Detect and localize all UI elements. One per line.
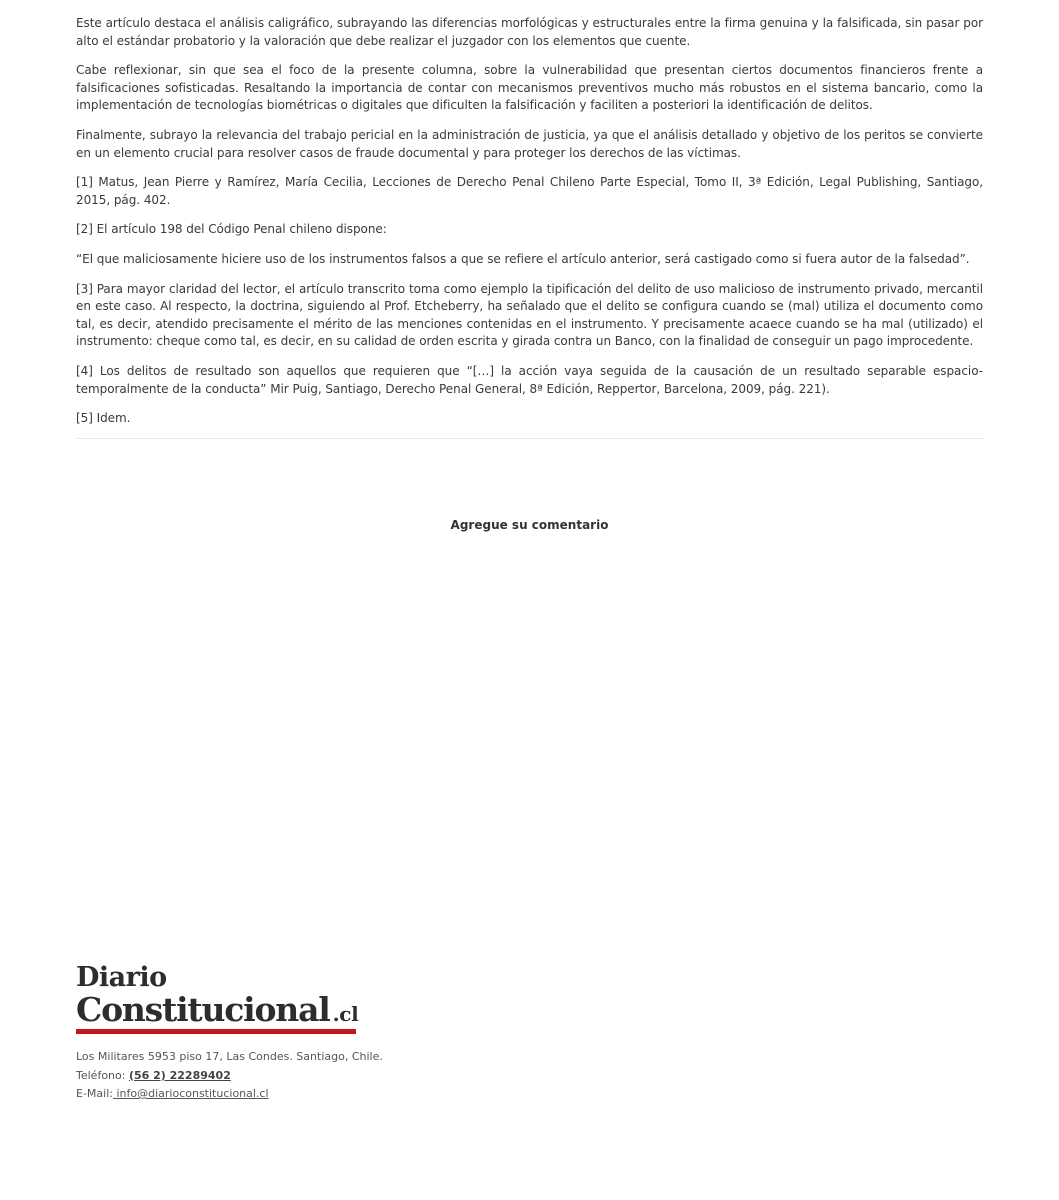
email-link[interactable]: info@diarioconstitucional.cl xyxy=(112,1087,269,1100)
logo-line-constitucional xyxy=(76,990,476,1029)
phone-link[interactable]: (56 2) 22289402 xyxy=(128,1068,231,1082)
footnote-2: [2] El artículo 198 del Código Penal chileno dispone: xyxy=(76,222,387,237)
article-paragraph-2: Cabe reflexionar, sin que sea el foco de la presente columna, sobre la vulnerabilidad que presentan ciertos documentos financieros frente a falsificaciones sofisticadas. Resaltando la importancia de contar con mecanismos preventivos mucho más robustos en el sistema bancario, como la implementación de tecnologías biométricas o digitales que dificulten la falsificación y faciliten a posteriori la identificación de delitos. xyxy=(76,63,983,113)
contact-info xyxy=(76,1048,476,1104)
footnote-1: [1] Matus, Jean Pierre y Ramírez, María Cecilia, Lecciones de Derecho Penal Chileno Parte Especial, Tomo II, 3ª Edición, Legal Publishing, Santiago, 2015, pág. 402. xyxy=(76,175,983,207)
site-footer xyxy=(76,964,476,1104)
footnote-4: [4] Los delitos de resultado son aquellos que requieren que “[…] la acción vaya seguida de la causación de un resultado separable espacio-temporalmente de la conducta” Mir Puig, Santiago, Derecho Penal General, 8ª Edición, Reppertor, Barcelona, 2009, pág. 221). xyxy=(76,363,983,396)
article-paragraph-1: Este artículo destaca el análisis caligráfico, subrayando las diferencias morfológicas y estructurales entre la firma genuina y la falsificada, sin pasar por alto el estándar probatorio y la valoración que debe realizar el juzgador con los elementos que cuente. xyxy=(76,16,983,48)
article-body xyxy=(76,15,983,440)
logo-wordmark: Constitucional xyxy=(76,990,330,1029)
article-paragraph-3: Finalmente, subrayo la relevancia del trabajo pericial en la administración de justicia, ya que el análisis detallado y objetivo de los peritos se convierte en un elemento crucial para resolver casos de fraude documental y para proteger los derechos de las víctimas. xyxy=(76,127,983,160)
phone-label: Teléfono: xyxy=(76,1068,129,1082)
logo-line-diario: Diario xyxy=(76,962,167,993)
logo-tld: .cl xyxy=(332,1002,359,1026)
footnote-2-quote: “El que maliciosamente hiciere uso de los instrumentos falsos a que se refiere el artículo anterior, será castigado como si fuera autor de la falsedad”. xyxy=(76,251,970,266)
add-comment-button[interactable]: Agregue su comentario xyxy=(450,518,609,532)
address-text: Los Militares 5953 piso 17, Las Condes. Santiago, Chile. xyxy=(76,1050,383,1063)
email-row xyxy=(76,1085,476,1104)
email-label: E-Mail: xyxy=(76,1087,113,1100)
section-divider xyxy=(76,438,983,439)
logo-red-bar xyxy=(76,1029,356,1034)
site-logo[interactable] xyxy=(76,964,476,1034)
footnote-3: [3] Para mayor claridad del lector, el artículo transcrito toma como ejemplo la tipificación del delito de uso malicioso de instrumento privado, mercantil en este caso. Al respecto, la doctrina, siguiendo al Prof. Etcheberry, ha señalado que el delito se configura cuando se (mal) utiliza el documento como tal, es decir, atendido precisamente el mérito de las menciones contenidas en el instrumento. Y precisamente acaece cuando se ha mal (utilizado) el instrumento: cheque como tal, es decir, en su calidad de orden escrita y girada contra un Banco, con la finalidad de conseguir un pago improcedente. xyxy=(76,281,983,349)
phone-row xyxy=(76,1067,476,1086)
footnote-5: [5] Idem. xyxy=(76,411,131,426)
